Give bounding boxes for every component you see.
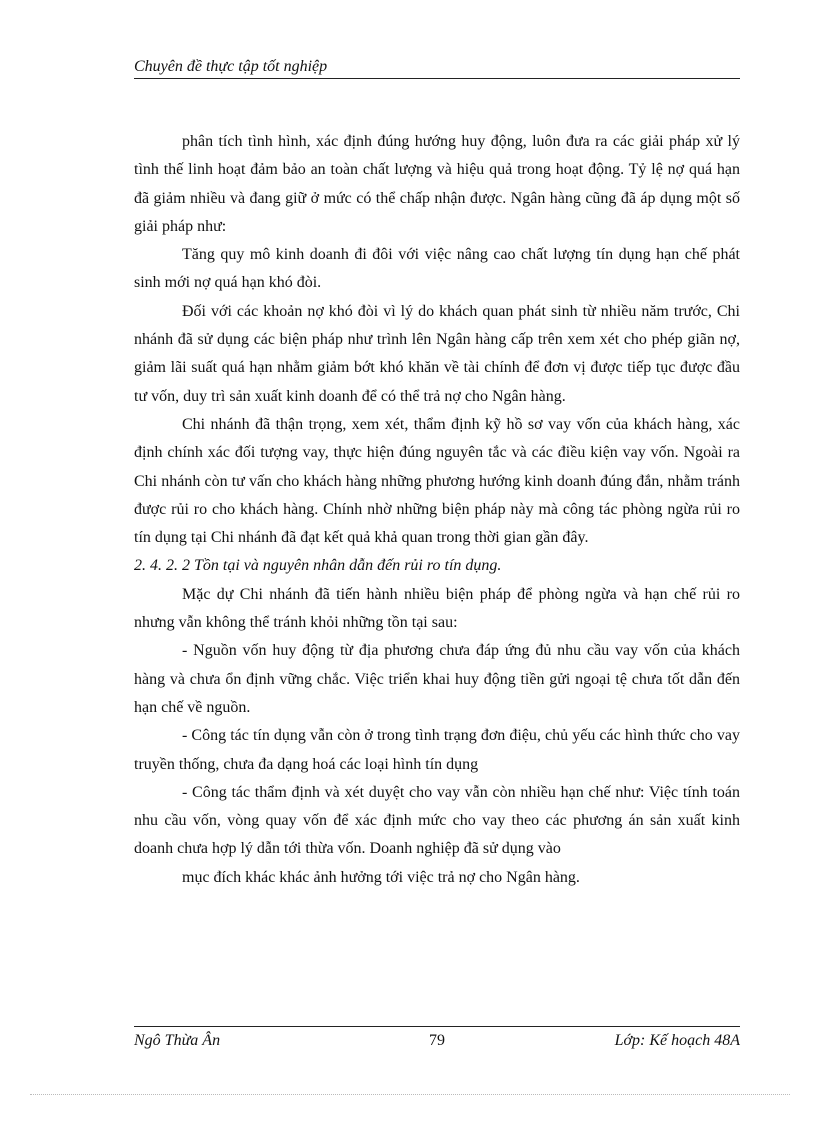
- paragraph-8: - Công tác thẩm định và xét duyệt cho vay vẫn còn nhiều hạn chế như: Việc tính toán nhu cầu vốn, vòng quay vốn để xác định mức cho vay theo các phương án sản xuất kinh doanh chưa hợp lý dẫn tới thừa vốn. Doanh nghiệp đã sử dụng vào: [134, 783, 740, 858]
- paragraph-4: Chi nhánh đã thận trọng, xem xét, thẩm định kỹ hồ sơ vay vốn của khách hàng, xác định chính xác đối tượng vay, thực hiện đúng nguyên tắc và các điều kiện vay vốn. Ngoài ra Chi nhánh còn tư vấn cho khách hàng những phương hướng kinh doanh đúng đắn, nhằm tránh được rủi ro cho khách hàng. Chính nhờ những biện pháp này mà công tác phòng ngừa rủi ro tín dụng tại Chi nhánh đã đạt kết quả khả quan trong thời gian gần đây.: [134, 415, 740, 547]
- paragraph-2: Tăng quy mô kinh doanh đi đôi với việc nâng cao chất lượng tín dụng hạn chế phát sinh mới nợ quá hạn khó đòi.: [134, 246, 740, 292]
- body-text: [134, 128, 740, 892]
- footer-divider: [134, 1026, 740, 1027]
- paragraph-6: - Nguồn vốn huy động từ địa phương chưa đáp ứng đủ nhu cầu vay vốn của khách hàng và chưa ổn định vững chắc. Việc triển khai huy động tiền gửi ngoại tệ chưa tốt dẫn đến hạn chế về nguồn.: [134, 642, 740, 716]
- footer: [134, 1030, 740, 1052]
- paragraph-5: Mặc dự Chi nhánh đã tiến hành nhiều biện pháp để phòng ngừa và hạn chế rủi ro nhưng vẫn không thể tránh khỏi những tồn tại sau:: [134, 585, 740, 632]
- paragraph-3: Đối với các khoản nợ khó đòi vì lý do khách quan phát sinh từ nhiều năm trước, Chi nhánh đã sử dụng các biện pháp như trình lên Ngân hàng cấp trên xem xét cho phép giãn nợ, giảm lãi suất quá hạn nhằm giảm bớt khó khăn về tài chính để đơn vị được tiếp tục được đầu tư vốn, duy trì sản xuất kinh doanh để có thể trả nợ cho Ngân hàng.: [134, 302, 740, 405]
- section-heading: 2. 4. 2. 2 Tồn tại và nguyên nhân dẫn đến rủi ro tín dụng.: [134, 557, 502, 575]
- footer-author: Ngô Thừa Ân: [134, 1032, 221, 1049]
- header-title: Chuyên đề thực tập tốt nghiệp: [134, 58, 328, 75]
- footer-class: Lớp: Kế hoạch 48A: [614, 1032, 740, 1049]
- paragraph-7: - Công tác tín dụng vẫn còn ở trong tình trạng đơn điệu, chủ yếu các hình thức cho vay truyền thống, chưa đa dạng hoá các loại hình tín dụng: [134, 727, 740, 773]
- page-bottom-divider: [30, 1094, 790, 1095]
- page-number: 79: [429, 1032, 445, 1049]
- paragraph-1: phân tích tình hình, xác định đúng hướng huy động, luôn đưa ra các giải pháp xử lý tình thế linh hoạt đảm bảo an toàn chất lượng và hiệu quả trong hoạt động. Tỷ lệ nợ quá hạn đã giảm nhiều và đang giữ ở mức có thể chấp nhận được. Ngân hàng cũng đã áp dụng một số giải pháp như:: [134, 133, 740, 235]
- paragraph-9: mục đích khác khác ảnh hưởng tới việc trả nợ cho Ngân hàng.: [182, 868, 580, 886]
- header-divider: [134, 78, 740, 79]
